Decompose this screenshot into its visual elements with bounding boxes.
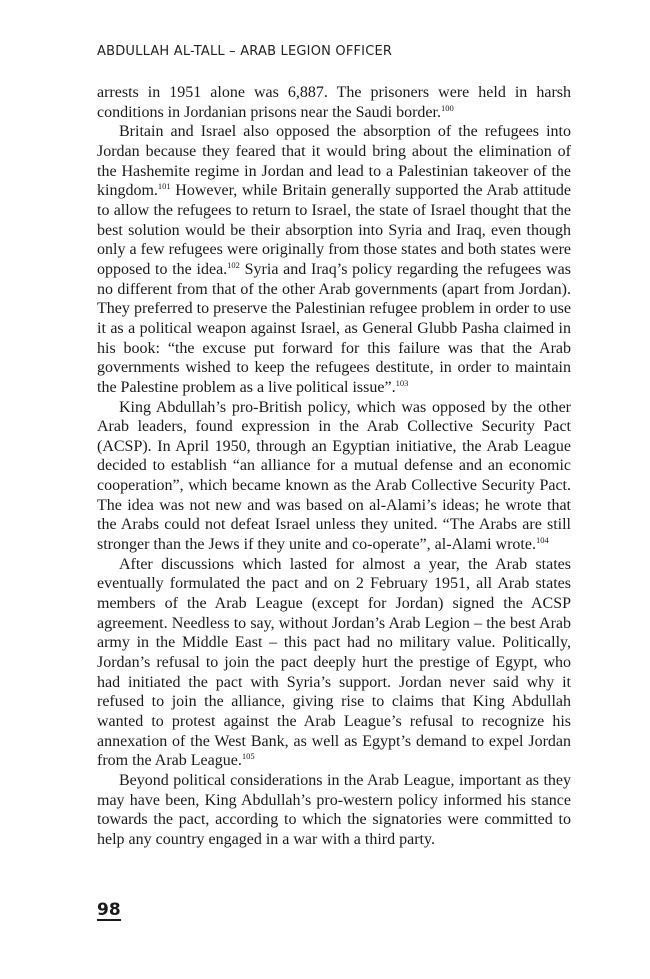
- footnote-marker: 101: [157, 181, 171, 192]
- footnote-marker: 102: [227, 259, 240, 270]
- running-head: ABDULLAH AL-TALL – ARAB LEGION OFFICER: [97, 44, 393, 59]
- paragraph-text: Britain and Israel also opposed the absorption of the refugees into Jordan because they feared that it would bring about the elimination of the Hashemite regime in Jordan and lead to a Palestinian takeover of the kingdom.: [97, 123, 571, 200]
- paragraph-text: King Abdullah’s pro-British policy, which was opposed by the other Arab leaders, found expression in the Arab Collective Security Pact (ACSP). In April 1950, through an Egyptian initiative, the Arab League decided to establish “an alliance for a mutual defense and an economic cooperation”, which became known as the Arab Collective Security Pact. The idea was not new and was based on al-Alami’s ideas; he wrote that the Arabs could not defeat Israel unless they united. “The Arabs are still stronger than the Jews if they unite and co-operate”, al-Alami wrote.: [97, 398, 571, 554]
- footnote-marker: 103: [395, 377, 409, 388]
- paragraph: [97, 122, 571, 397]
- paragraph-text: After discussions which lasted for almost a year, the Arab states eventually formulated the pact and on 2 February 1951, all Arab states members of the Arab League (except for Jordan) signed the ACSP agreement. Needless to say, without Jordan’s Arab Legion – the best Arab army in the Middle East – this pact had no military value. Politically, Jordan’s refusal to join the pact deeply hurt the prestige of Egypt, who had initiated the pact with Syria’s support. Jordan never said why it refused to join the alliance, giving rise to claims that King Abdullah wanted to protest against the Arab League’s refusal to recognize his annexation of the West Bank, as well as Egypt’s demand to expel Jordan from the Arab League.: [97, 555, 571, 770]
- paragraph: [97, 771, 571, 850]
- paragraph-text: However, while Britain generally supported the Arab attitude to allow the refugees to return to Israel, the state of Israel thought that the best solution would be their absorption into Syria and Iraq, even though only a few refugees were originally from those states and both states were opposed to the idea.: [97, 182, 571, 278]
- paragraph: [97, 555, 571, 771]
- footnote-marker: 104: [535, 535, 549, 546]
- page-number: 98: [97, 900, 121, 920]
- paragraph: [97, 83, 571, 122]
- body-text: [97, 83, 571, 850]
- paragraph-text: Beyond political considerations in the Arab League, important as they may have been, King Abdullah’s pro-western policy informed his stance towards the pact, according to which the signatories were committed to help any country engaged in a war with a third party.: [97, 771, 571, 848]
- footnote-marker: 105: [241, 751, 255, 762]
- paragraph-text: Syria and Iraq’s policy regarding the refugees was no different from that of the other Arab governments (apart from Jordan). They preferred to preserve the Palestinian refugee problem in order to use it as a political weapon against Israel, as General Glubb Pasha claimed in his book: “the excuse put forward for this failure was that the Arab governments wished to keep the refugees destitute, in order to maintain the Palestine problem as a live political issue”.: [97, 260, 572, 396]
- paragraph: [97, 398, 571, 555]
- footnote-marker: 100: [440, 102, 454, 113]
- paragraph-text: arrests in 1951 alone was 6,887. The prisoners were held in harsh conditions in Jordanian prisons near the Saudi border.: [97, 84, 571, 121]
